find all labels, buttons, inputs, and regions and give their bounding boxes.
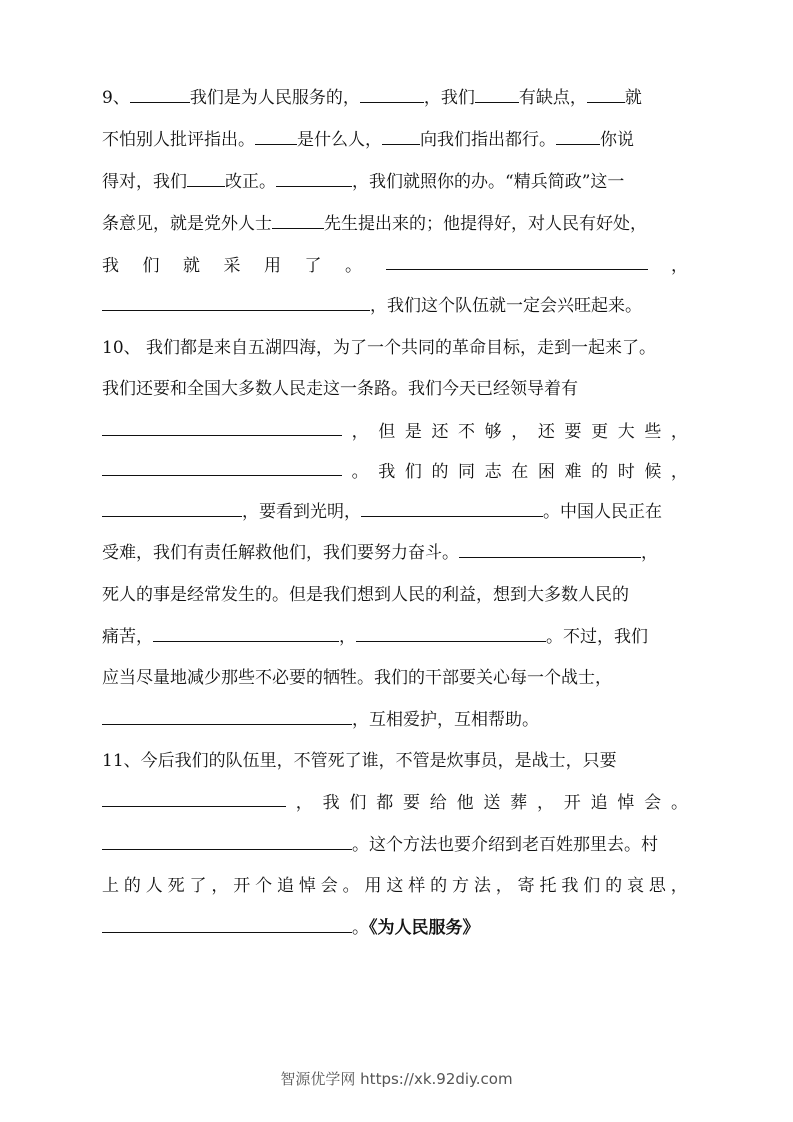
q10-line-10: ，互相爱护，互相帮助。	[102, 705, 688, 735]
blank[interactable]	[130, 84, 190, 103]
q9-line-3: 得对，我们 改正。 ，我们就照你的办。“精兵简政”这一	[102, 167, 688, 197]
blank[interactable]	[153, 623, 339, 642]
blank[interactable]	[587, 84, 625, 103]
q9-number: 9、	[102, 88, 130, 108]
q11-line-3: 。这个方法也要介绍到老百姓那里去。村	[102, 830, 688, 860]
blank[interactable]	[386, 251, 648, 270]
blank[interactable]	[102, 498, 242, 517]
q10-line-7: 死人的事是经常发生的。但是我们想到人民的利益，想到大多数人民的	[102, 585, 629, 605]
blank[interactable]	[556, 126, 600, 145]
q9-line-5: 我 们 就 采 用 了 。 ，	[102, 251, 688, 281]
q9-line-1: 9、 我们是为人民服务的， ，我们 有缺点， 就	[102, 83, 688, 113]
blank[interactable]	[102, 706, 352, 725]
source-title: 《为人民服务》	[369, 918, 480, 938]
q10-line-4: 。 我 们 的 同 志 在 困 难 的 时 候 ，	[102, 457, 688, 487]
blank[interactable]	[102, 292, 370, 311]
blank[interactable]	[459, 539, 641, 558]
blank[interactable]	[356, 623, 546, 642]
q10-line-1: 10、 我们都是来自五湖四海，为了一个共同的革命目标，走到一起来了。	[102, 338, 657, 358]
q11-line-1: 11、今后我们的队伍里，不管死了谁，不管是炊事员，是战士，只要	[102, 751, 617, 771]
q10-number: 10、	[102, 338, 141, 358]
q10-line-8: 痛苦， ， 。不过，我们	[102, 622, 688, 652]
q10-line-5: ，要看到光明， 。中国人民正在	[102, 497, 688, 527]
blank[interactable]	[102, 417, 342, 436]
q10-line-9: 应当尽量地减少那些不必要的牺牲。我们的干部要关心每一个战士，	[102, 668, 612, 688]
q11-line-4: 上 的 人 死 了 ， 开 个 追 悼 会 。 用 这 样 的 方 法 ， 寄 托 我 们 的 哀 思 ，	[102, 876, 688, 896]
q10-line-3: ， 但 是 还 不 够 ， 还 要 更 大 些 ，	[102, 417, 688, 447]
q11-line-5: 。《为人民服务》	[102, 913, 688, 943]
q9-line-2: 不怕别人批评指出。 是什么人， 向我们指出都行。 你说	[102, 125, 688, 155]
blank[interactable]	[187, 168, 225, 187]
blank[interactable]	[272, 210, 324, 229]
q11-line-2: ， 我 们 都 要 给 他 送 葬 ， 开 追 悼 会 。	[102, 788, 688, 818]
q9-line-4: 条意见，就是党外人士 先生提出来的；他提得好，对人民有好处，	[102, 209, 688, 239]
blank[interactable]	[360, 84, 424, 103]
footer-watermark: 智源优学网 https://xk.92diy.com	[280, 1070, 513, 1088]
blank[interactable]	[102, 457, 342, 476]
blank[interactable]	[475, 84, 519, 103]
q9-line-6: ，我们这个队伍就一定会兴旺起来。	[102, 291, 688, 321]
blank[interactable]	[102, 788, 286, 807]
q10-line-6: 受难，我们有责任解救他们，我们要努力奋斗。 ，	[102, 538, 688, 568]
blank[interactable]	[102, 831, 352, 850]
blank[interactable]	[382, 126, 420, 145]
q11-number: 11、	[102, 751, 141, 771]
q10-line-2: 我们还要和全国大多数人民走这一条路。我们今天已经领导着有	[102, 379, 578, 399]
blank[interactable]	[102, 914, 352, 933]
blank[interactable]	[361, 498, 543, 517]
blank[interactable]	[255, 126, 297, 145]
blank[interactable]	[276, 168, 352, 187]
